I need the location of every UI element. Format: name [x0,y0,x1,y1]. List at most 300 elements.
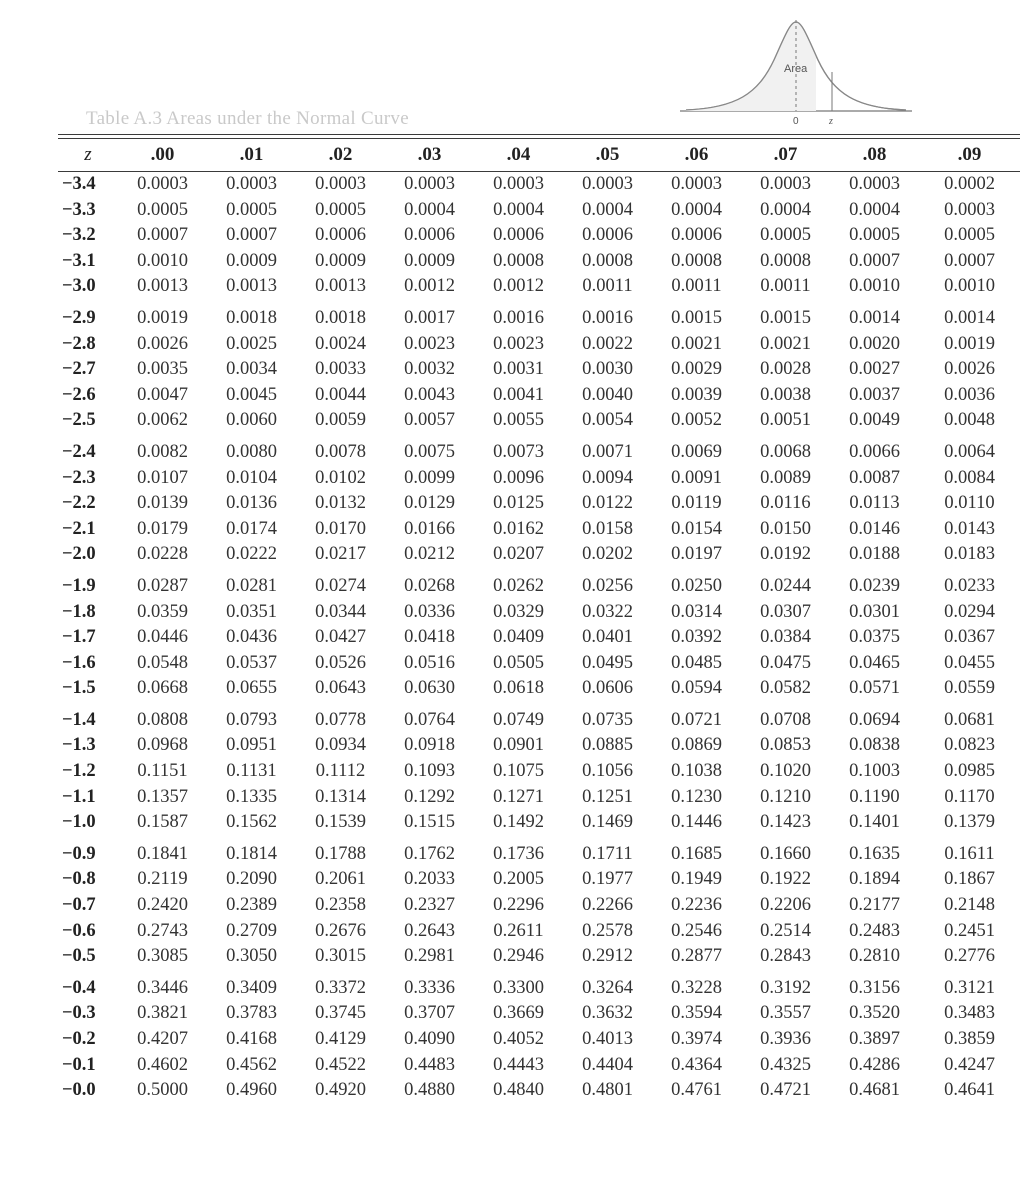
header-col: .00 [150,144,175,165]
probability-cell: 0.0084 [944,467,995,488]
z-value-cell: −2.6 [62,384,96,405]
probability-cell: 0.0192 [760,544,811,565]
table-row [58,944,1020,970]
probability-cell: 0.0721 [671,709,722,730]
probability-cell: 0.1093 [404,761,455,782]
probability-cell: 0.0548 [137,652,188,673]
z-value-cell: −2.8 [62,333,96,354]
probability-cell: 0.0091 [671,467,722,488]
probability-cell: 0.2578 [582,920,633,941]
table-row [58,332,1020,358]
probability-cell: 0.0004 [404,199,455,220]
probability-cell: 0.0089 [760,467,811,488]
table-row [58,383,1020,409]
probability-cell: 0.0052 [671,410,722,431]
probability-cell: 0.0934 [315,735,366,756]
probability-cell: 0.0409 [493,627,544,648]
probability-cell: 0.4364 [671,1054,722,1075]
table-row [58,676,1020,702]
probability-cell: 0.0004 [760,199,811,220]
probability-cell: 0.4522 [315,1054,366,1075]
probability-cell: 0.1020 [760,761,811,782]
probability-cell: 0.3557 [760,1003,811,1024]
probability-cell: 0.0778 [315,709,366,730]
probability-cell: 0.0329 [493,601,544,622]
z-value-cell: −0.7 [62,895,96,916]
probability-cell: 0.0384 [760,627,811,648]
probability-cell: 0.4880 [404,1080,455,1101]
probability-cell: 0.0004 [493,199,544,220]
probability-cell: 0.1190 [849,786,900,807]
probability-cell: 0.0239 [849,575,900,596]
probability-cell: 0.3409 [226,977,277,998]
probability-cell: 0.0082 [137,441,188,462]
probability-cell: 0.0655 [226,678,277,699]
probability-cell: 0.0823 [944,735,995,756]
probability-cell: 0.0003 [849,174,900,194]
probability-cell: 0.0071 [582,441,633,462]
table-row [58,1001,1020,1027]
probability-cell: 0.2005 [493,869,544,890]
z-value-cell: −0.0 [62,1080,96,1101]
probability-cell: 0.4404 [582,1054,633,1075]
probability-cell: 0.1251 [582,786,633,807]
probability-cell: 0.1446 [671,812,722,833]
probability-cell: 0.0250 [671,575,722,596]
probability-cell: 0.4483 [404,1054,455,1075]
probability-cell: 0.0057 [404,410,455,431]
probability-cell: 0.0027 [849,359,900,380]
z-value-cell: −1.3 [62,735,96,756]
z-axis-label: z [829,116,833,127]
probability-cell: 0.4325 [760,1054,811,1075]
z-value-cell: −1.1 [62,786,96,807]
probability-cell: 0.1335 [226,786,277,807]
probability-cell: 0.0015 [671,307,722,328]
probability-cell: 0.0375 [849,627,900,648]
probability-cell: 0.2676 [315,920,366,941]
table-row [58,1027,1020,1053]
probability-cell: 0.3936 [760,1029,811,1049]
normal-curve-svg [676,14,916,132]
probability-cell: 0.0294 [944,601,995,622]
probability-cell: 0.4013 [582,1029,633,1049]
probability-cell: 0.0107 [137,467,188,488]
table-row [58,491,1020,517]
z-value-cell: −0.2 [62,1029,96,1049]
probability-cell: 0.0004 [671,199,722,220]
z-value-cell: −0.1 [62,1054,96,1075]
probability-cell: 0.0010 [137,250,188,271]
probability-cell: 0.1401 [849,812,900,833]
probability-cell: 0.0212 [404,544,455,565]
probability-cell: 0.0049 [849,410,900,431]
probability-cell: 0.1492 [493,812,544,833]
probability-cell: 0.5000 [137,1080,188,1101]
table-row [58,836,1020,868]
probability-cell: 0.3783 [226,1003,277,1024]
probability-cell: 0.0401 [582,627,633,648]
probability-cell: 0.0036 [944,384,995,405]
probability-cell: 0.3192 [760,977,811,998]
z-table [58,172,1020,1104]
probability-cell: 0.0307 [760,601,811,622]
probability-cell: 0.0475 [760,652,811,673]
probability-cell: 0.2483 [849,920,900,941]
z-value-cell: −2.5 [62,410,96,431]
probability-cell: 0.0446 [137,627,188,648]
probability-cell: 0.0045 [226,384,277,405]
probability-cell: 0.0694 [849,709,900,730]
probability-cell: 0.0010 [849,276,900,297]
probability-cell: 0.1841 [137,843,188,864]
header-col: .03 [417,144,442,165]
table-row [58,1078,1020,1104]
probability-cell: 0.3085 [137,946,188,967]
probability-cell: 0.2810 [849,946,900,967]
probability-cell: 0.1515 [404,812,455,833]
probability-cell: 0.3336 [404,977,455,998]
probability-cell: 0.0559 [944,678,995,699]
probability-cell: 0.1003 [849,761,900,782]
probability-cell: 0.0028 [760,359,811,380]
probability-cell: 0.0066 [849,441,900,462]
probability-cell: 0.1131 [226,761,277,782]
z-value-cell: −0.8 [62,869,96,890]
probability-cell: 0.2981 [404,946,455,967]
probability-cell: 0.2061 [315,869,366,890]
probability-cell: 0.3520 [849,1003,900,1024]
probability-cell: 0.0043 [404,384,455,405]
probability-cell: 0.0003 [582,174,633,194]
probability-cell: 0.2206 [760,895,811,916]
header-col: .06 [684,144,709,165]
probability-cell: 0.4562 [226,1054,277,1075]
z-value-cell: −1.6 [62,652,96,673]
probability-cell: 0.0024 [315,333,366,354]
probability-cell: 0.0005 [137,199,188,220]
z-table-body [58,172,1020,1104]
probability-cell: 0.0681 [944,709,995,730]
probability-cell: 0.0021 [760,333,811,354]
probability-cell: 0.1469 [582,812,633,833]
table-row [58,1053,1020,1079]
header-col: .05 [595,144,620,165]
probability-cell: 0.0166 [404,518,455,539]
z-value-cell: −1.8 [62,601,96,622]
probability-cell: 0.0008 [493,250,544,271]
probability-cell: 0.0418 [404,627,455,648]
probability-cell: 0.1038 [671,761,722,782]
table-row [58,542,1020,568]
z-value-cell: −1.7 [62,627,96,648]
probability-cell: 0.0034 [226,359,277,380]
probability-cell: 0.0048 [944,410,995,431]
probability-cell: 0.0244 [760,575,811,596]
header-col: .02 [328,144,353,165]
z-value-cell: −2.2 [62,493,96,514]
probability-cell: 0.0901 [493,735,544,756]
probability-cell: 0.0146 [849,518,900,539]
table-row [58,970,1020,1002]
probability-cell: 0.0069 [671,441,722,462]
probability-cell: 0.0643 [315,678,366,699]
probability-cell: 0.0041 [493,384,544,405]
probability-cell: 0.0010 [944,276,995,297]
probability-cell: 0.0023 [404,333,455,354]
probability-cell: 0.3859 [944,1029,995,1049]
probability-cell: 0.0104 [226,467,277,488]
probability-cell: 0.0274 [315,575,366,596]
probability-cell: 0.3015 [315,946,366,967]
probability-cell: 0.0016 [582,307,633,328]
probability-cell: 0.0154 [671,518,722,539]
probability-cell: 0.0060 [226,410,277,431]
probability-cell: 0.3745 [315,1003,366,1024]
probability-cell: 0.4960 [226,1080,277,1101]
probability-cell: 0.0571 [849,678,900,699]
probability-cell: 0.0951 [226,735,277,756]
probability-cell: 0.0179 [137,518,188,539]
probability-cell: 0.0004 [582,199,633,220]
probability-cell: 0.0078 [315,441,366,462]
z-value-cell: −1.5 [62,678,96,699]
probability-cell: 0.0537 [226,652,277,673]
probability-cell: 0.0359 [137,601,188,622]
probability-cell: 0.0031 [493,359,544,380]
probability-cell: 0.2912 [582,946,633,967]
probability-cell: 0.4247 [944,1054,995,1075]
table-row [58,300,1020,332]
probability-cell: 0.0062 [137,410,188,431]
probability-cell: 0.0064 [944,441,995,462]
probability-cell: 0.0073 [493,441,544,462]
probability-cell: 0.0005 [760,225,811,246]
probability-cell: 0.1867 [944,869,995,890]
probability-cell: 0.4443 [493,1054,544,1075]
probability-cell: 0.0011 [671,276,722,297]
top-rule-2 [58,138,1020,139]
probability-cell: 0.3300 [493,977,544,998]
probability-cell: 0.0021 [671,333,722,354]
probability-cell: 0.0003 [493,174,544,194]
probability-cell: 0.0014 [944,307,995,328]
probability-cell: 0.0004 [849,199,900,220]
probability-cell: 0.0764 [404,709,455,730]
probability-cell: 0.1151 [137,761,188,782]
probability-cell: 0.0116 [760,493,811,514]
probability-cell: 0.0465 [849,652,900,673]
probability-cell: 0.0256 [582,575,633,596]
probability-cell: 0.3050 [226,946,277,967]
z-value-cell: −1.9 [62,575,96,596]
probability-cell: 0.4681 [849,1080,900,1101]
probability-cell: 0.0668 [137,678,188,699]
table-row [58,434,1020,466]
probability-cell: 0.0526 [315,652,366,673]
normal-curve-figure [676,14,916,132]
probability-cell: 0.4761 [671,1080,722,1101]
probability-cell: 0.0427 [315,627,366,648]
probability-cell: 0.1587 [137,812,188,833]
probability-cell: 0.2236 [671,895,722,916]
z-value-cell: −1.0 [62,812,96,833]
probability-cell: 0.0013 [137,276,188,297]
probability-cell: 0.0793 [226,709,277,730]
probability-cell: 0.2148 [944,895,995,916]
probability-cell: 0.0029 [671,359,722,380]
probability-cell: 0.0869 [671,735,722,756]
probability-cell: 0.0014 [849,307,900,328]
probability-cell: 0.0096 [493,467,544,488]
probability-cell: 0.0023 [493,333,544,354]
probability-cell: 0.0594 [671,678,722,699]
probability-cell: 0.0003 [226,174,277,194]
probability-cell: 0.0136 [226,493,277,514]
probability-cell: 0.0087 [849,467,900,488]
probability-cell: 0.4286 [849,1054,900,1075]
probability-cell: 0.0012 [493,276,544,297]
probability-cell: 0.1423 [760,812,811,833]
probability-cell: 0.0008 [582,250,633,271]
probability-cell: 0.0287 [137,575,188,596]
z-value-cell: −3.4 [62,174,96,194]
probability-cell: 0.3228 [671,977,722,998]
probability-cell: 0.4641 [944,1080,995,1101]
probability-cell: 0.1611 [944,843,995,864]
probability-cell: 0.2743 [137,920,188,941]
probability-cell: 0.0143 [944,518,995,539]
probability-cell: 0.0037 [849,384,900,405]
header-col: .01 [239,144,264,165]
z-value-cell: −0.4 [62,977,96,998]
probability-cell: 0.0012 [404,276,455,297]
table-row [58,810,1020,836]
probability-cell: 0.0150 [760,518,811,539]
probability-cell: 0.4840 [493,1080,544,1101]
probability-cell: 0.3156 [849,977,900,998]
probability-cell: 0.2877 [671,946,722,967]
probability-cell: 0.0019 [137,307,188,328]
probability-cell: 0.0007 [944,250,995,271]
probability-cell: 0.0132 [315,493,366,514]
probability-cell: 0.0301 [849,601,900,622]
probability-cell: 0.3121 [944,977,995,998]
probability-cell: 0.0505 [493,652,544,673]
probability-cell: 0.0005 [315,199,366,220]
probability-cell: 0.0139 [137,493,188,514]
table-row [58,759,1020,785]
z-value-cell: −0.9 [62,843,96,864]
table-row [58,785,1020,811]
probability-cell: 0.0485 [671,652,722,673]
probability-cell: 0.0008 [671,250,722,271]
probability-cell: 0.0516 [404,652,455,673]
probability-cell: 0.1977 [582,869,633,890]
probability-cell: 0.1075 [493,761,544,782]
z-value-cell: −2.0 [62,544,96,565]
probability-cell: 0.0006 [315,225,366,246]
probability-cell: 0.0009 [315,250,366,271]
probability-cell: 0.0007 [137,225,188,246]
table-row [58,919,1020,945]
probability-cell: 0.0102 [315,467,366,488]
table-header [58,140,1020,170]
probability-cell: 0.1894 [849,869,900,890]
probability-cell: 0.0129 [404,493,455,514]
probability-cell: 0.0026 [137,333,188,354]
header-col: .09 [957,144,982,165]
probability-cell: 0.1949 [671,869,722,890]
probability-cell: 0.2451 [944,920,995,941]
probability-cell: 0.0003 [944,199,995,220]
probability-cell: 0.1357 [137,786,188,807]
table-row [58,651,1020,677]
probability-cell: 0.0006 [671,225,722,246]
probability-cell: 0.0003 [137,174,188,194]
probability-cell: 0.0051 [760,410,811,431]
probability-cell: 0.0202 [582,544,633,565]
probability-cell: 0.2546 [671,920,722,941]
probability-cell: 0.0006 [493,225,544,246]
table-row [58,600,1020,626]
header-col: .08 [862,144,887,165]
probability-cell: 0.0006 [582,225,633,246]
probability-cell: 0.0314 [671,601,722,622]
probability-cell: 0.1922 [760,869,811,890]
probability-cell: 0.0011 [582,276,633,297]
probability-cell: 0.0068 [760,441,811,462]
probability-cell: 0.0281 [226,575,277,596]
z-value-cell: −2.7 [62,359,96,380]
probability-cell: 0.3707 [404,1003,455,1024]
probability-cell: 0.2266 [582,895,633,916]
z-value-cell: −0.3 [62,1003,96,1024]
probability-cell: 0.0158 [582,518,633,539]
probability-cell: 0.2389 [226,895,277,916]
header-z: z [84,144,92,165]
z-value-cell: −3.1 [62,250,96,271]
probability-cell: 0.4090 [404,1029,455,1049]
probability-cell: 0.1635 [849,843,900,864]
header-col: .04 [506,144,531,165]
probability-cell: 0.0918 [404,735,455,756]
probability-cell: 0.0268 [404,575,455,596]
probability-cell: 0.0968 [137,735,188,756]
probability-cell: 0.0808 [137,709,188,730]
z-value-cell: −3.3 [62,199,96,220]
probability-cell: 0.1711 [582,843,633,864]
probability-cell: 0.2177 [849,895,900,916]
probability-cell: 0.1210 [760,786,811,807]
probability-cell: 0.0003 [315,174,366,194]
probability-cell: 0.0582 [760,678,811,699]
probability-cell: 0.0075 [404,441,455,462]
probability-cell: 0.0018 [226,307,277,328]
probability-cell: 0.0122 [582,493,633,514]
probability-cell: 0.0183 [944,544,995,565]
probability-cell: 0.3632 [582,1003,633,1024]
probability-cell: 0.0002 [944,174,995,194]
z-value-cell: −1.4 [62,709,96,730]
probability-cell: 0.0207 [493,544,544,565]
probability-cell: 0.2843 [760,946,811,967]
probability-cell: 0.0110 [944,493,995,514]
probability-cell: 0.0003 [404,174,455,194]
probability-cell: 0.0099 [404,467,455,488]
probability-cell: 0.0015 [760,307,811,328]
probability-cell: 0.1170 [944,786,995,807]
